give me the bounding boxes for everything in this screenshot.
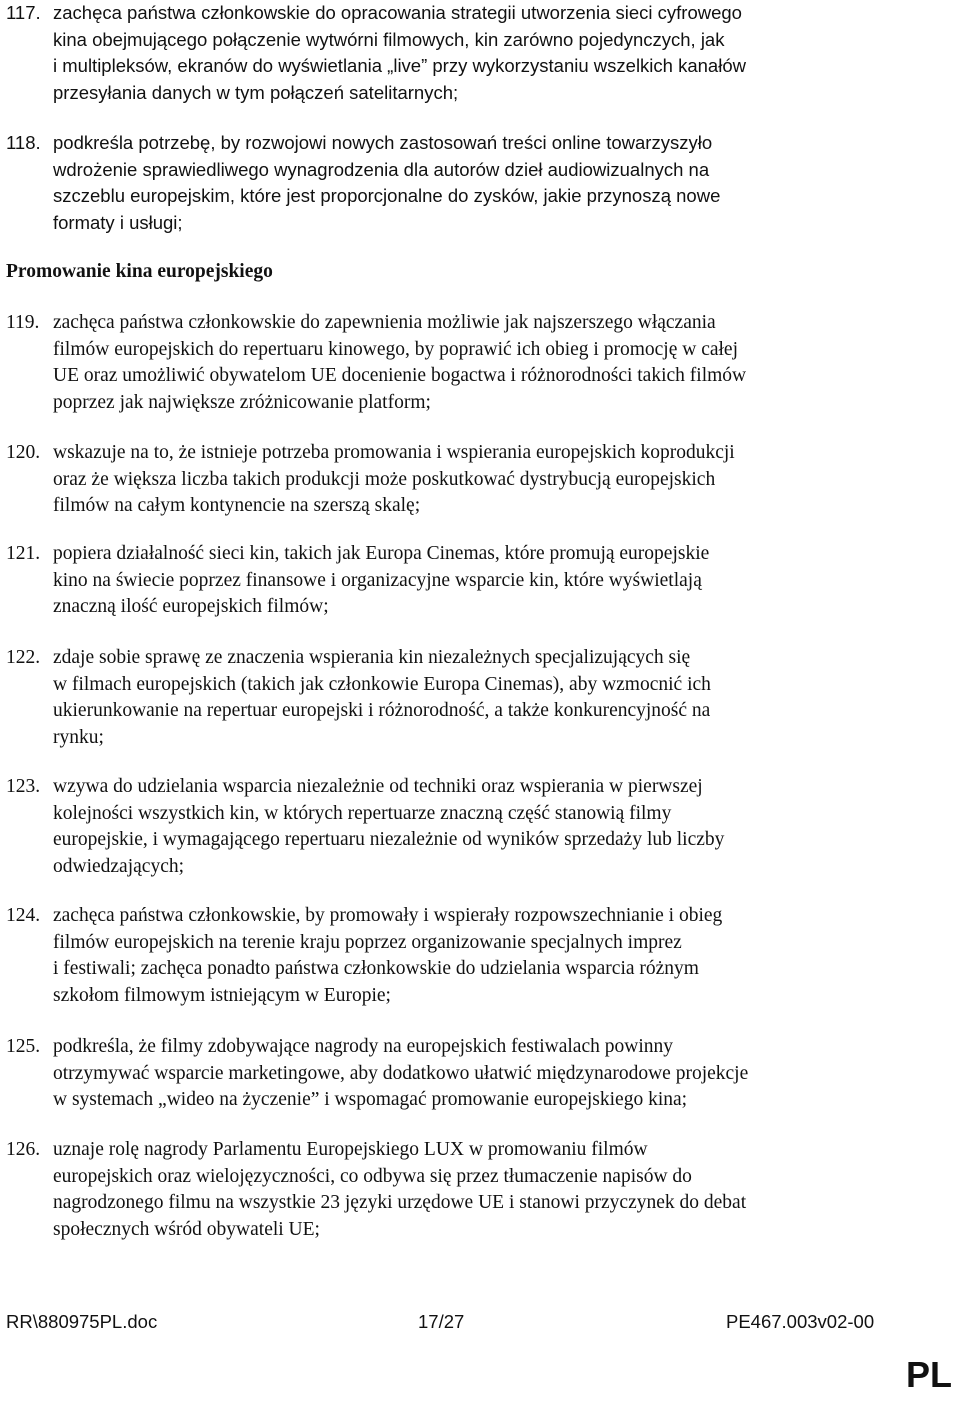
paragraph-number: 117.	[6, 2, 41, 23]
paragraph-126	[6, 1137, 886, 1243]
paragraph-text	[53, 903, 886, 1009]
paragraph-124	[6, 903, 886, 1009]
text-line: zdaje sobie sprawę ze znaczenia wspierania kin niezależnych specjalizujących się	[53, 647, 691, 668]
text-line: wdrożenie sprawiedliwego wynagrodzenia dla autorów dzieł audiowizualnych na	[53, 158, 710, 180]
paragraph-text	[53, 130, 886, 236]
text-line: europejskie, i wymagającego repertuaru niezależnie od wyników sprzedaży lub liczby	[53, 829, 725, 850]
paragraph-number: 118.	[6, 132, 41, 153]
text-line: w filmach europejskich (takich jak członkowie Europa Cinemas), aby wzmocnić ich	[53, 673, 711, 695]
text-line: zachęca państwa członkowskie do opracowania strategii utworzenia sieci cyfrowego	[53, 2, 742, 23]
text-line: społecznych wśród obywateli UE;	[53, 1218, 320, 1240]
paragraph-number: 123.	[6, 776, 41, 797]
paragraph-text	[53, 0, 886, 106]
paragraph-118	[6, 130, 886, 236]
paragraph-number: 121.	[6, 543, 41, 564]
paragraph-121	[6, 541, 886, 621]
text-line: europejskich oraz wielojęzyczności, co odbywa się przez tłumaczenie napisów do	[53, 1165, 692, 1187]
paragraph-number: 120.	[6, 442, 41, 463]
text-line: filmów europejskich na terenie kraju poprzez organizowanie specjalnych imprez	[53, 931, 682, 953]
text-line: oraz że większa liczba takich produkcji może poskutkować dystrybucją europejskich	[53, 468, 716, 490]
text-line: znaczną ilość europejskich filmów;	[53, 596, 329, 617]
text-line: filmów europejskich do repertuaru kinowego, by poprawić ich obieg i promocję w całej	[53, 338, 738, 360]
text-line: wzywa do udzielania wsparcia niezależnie od techniki oraz wspierania w pierwszej	[53, 776, 703, 797]
paragraph-119	[6, 310, 886, 416]
text-line: formaty i usługi;	[53, 211, 183, 233]
footer-page-number: 17/27	[418, 1311, 465, 1332]
text-line: filmów na całym kontynencie na szerszą skalę;	[53, 495, 421, 516]
paragraph-123	[6, 774, 886, 880]
paragraph-text	[53, 1034, 886, 1114]
paragraph-text	[53, 645, 886, 751]
text-line: odwiedzających;	[53, 855, 185, 877]
text-line: popiera działalność sieci kin, takich jak Europa Cinemas, które promują europejskie	[53, 543, 710, 564]
text-line: nagrodzonego filmu na wszystkie 23 języki urzędowe UE i stanowi przyczynek do debat	[53, 1192, 747, 1213]
text-line: podkreśla, że filmy zdobywające nagrody na europejskich festiwalach powinny	[53, 1036, 673, 1057]
text-line: kina obejmującego połączenie wytwórni filmowych, kin zarówno pojedynczych, jak	[53, 28, 725, 50]
paragraph-text	[53, 1137, 886, 1243]
text-line: i multipleksów, ekranów do wyświetlania „live” przy wykorzystaniu wszelkich kanałów	[53, 55, 746, 76]
paragraph-122	[6, 645, 886, 751]
paragraph-number: 125.	[6, 1036, 41, 1057]
paragraph-number: 122.	[6, 647, 41, 668]
paragraph-125	[6, 1034, 886, 1114]
text-line: w systemach „wideo na życzenie” i wspomagać promowanie europejskiego kina;	[53, 1089, 688, 1110]
text-line: szkołom filmowym istniejącym w Europie;	[53, 984, 391, 1006]
text-line: szczeblu europejskim, które jest proporcjonalne do zysków, jakie przynoszą nowe	[53, 185, 721, 206]
text-line: rynku;	[53, 726, 104, 748]
text-line: podkreśla potrzebę, by rozwojowi nowych zastosowań treści online towarzyszyło	[53, 132, 713, 153]
paragraph-number: 126.	[6, 1139, 41, 1160]
text-line: zachęca państwa członkowskie do zapewnienia możliwie jak najszerszego włączania	[53, 312, 716, 333]
paragraph-text	[53, 310, 886, 416]
paragraph-text	[53, 541, 886, 621]
paragraph-number: 124.	[6, 905, 41, 926]
footer-doc-ref: RR\880975PL.doc	[6, 1311, 158, 1332]
text-line: i festiwali; zachęca ponadto państwa członkowskie do udzielania wsparcia różnym	[53, 958, 699, 979]
paragraph-120	[6, 440, 886, 520]
text-line: poprzez jak największe zróżnicowanie platform;	[53, 391, 431, 413]
text-line: otrzymywać wsparcie marketingowe, aby dodatkowo ułatwić międzynarodowe projekcje	[53, 1062, 749, 1084]
text-line: zachęca państwa członkowskie, by promowały i wspierały rozpowszechnianie i obieg	[53, 905, 723, 926]
text-line: przesyłania danych w tym połączeń satelitarnych;	[53, 81, 459, 103]
language-mark: PL	[905, 1354, 952, 1395]
text-line: wskazuje na to, że istnieje potrzeba promowania i wspierania europejskich koprodukcji	[53, 442, 735, 463]
text-line: uznaje rolę nagrody Parlamentu Europejskiego LUX w promowaniu filmów	[53, 1139, 648, 1160]
paragraph-text	[53, 440, 886, 520]
section-heading: Promowanie kina europejskiego	[6, 261, 273, 282]
text-line: kolejności wszystkich kin, w których repertuarze znaczną część stanowią filmy	[53, 802, 672, 824]
paragraph-117	[6, 0, 886, 106]
text-line: ukierunkowanie na repertuar europejski i różnorodność, a także konkurencyjność na	[53, 700, 711, 721]
paragraph-number: 119.	[6, 312, 40, 333]
paragraph-text	[53, 774, 886, 880]
text-line: kino na świecie poprzez finansowe i organizacyjne wsparcie kin, które wyświetlają	[53, 569, 702, 591]
footer-pe-ref: PE467.003v02-00	[726, 1311, 875, 1332]
text-line: UE oraz umożliwić obywatelom UE docenienie bogactwa i różnorodności takich filmów	[53, 365, 747, 386]
